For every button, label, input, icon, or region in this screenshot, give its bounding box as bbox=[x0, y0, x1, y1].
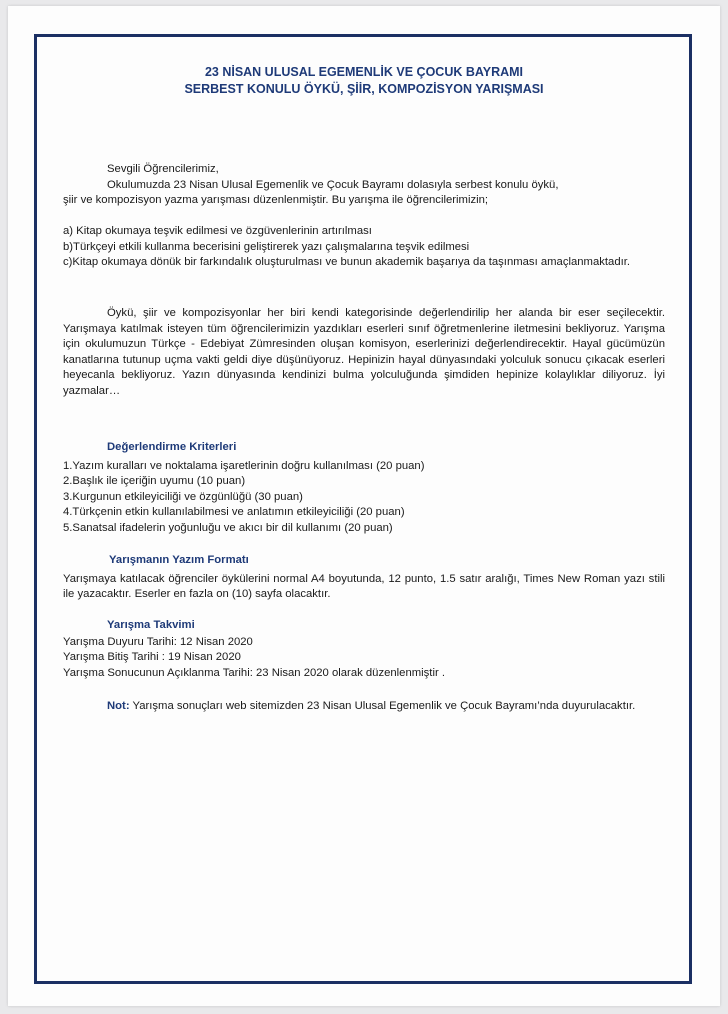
goal-item: a) Kitap okumaya teşvik edilmesi ve özgüvenlerinin artırılması bbox=[63, 225, 372, 237]
schedule-item: Yarışma Duyuru Tarihi: 12 Nisan 2020 bbox=[63, 635, 253, 648]
title-line-2: SERBEST KONULU ÖYKÜ, ŞİİR, KOMPOZİSYON YARIŞMASI bbox=[184, 82, 544, 96]
format-section bbox=[63, 553, 665, 603]
intro-paragraph-first-line: Okulumuzda 23 Nisan Ulusal Egemenlik ve Çocuk Bayramı dolasıyla serbest konulu öykü, bbox=[107, 178, 559, 191]
intro-section bbox=[63, 162, 665, 209]
note-label: Not: bbox=[107, 700, 130, 712]
criteria-item: 1.Yazım kuralları ve noktalama işaretlerinin doğru kullanılması (20 puan) bbox=[63, 459, 425, 472]
criteria-heading: Değerlendirme Kriterleri bbox=[107, 441, 237, 453]
criteria-section bbox=[63, 440, 665, 536]
note-paragraph bbox=[63, 699, 665, 715]
criteria-item: 3.Kurgunun etkileyiciliği ve özgünlüğü (30 puan) bbox=[63, 490, 303, 503]
criteria-item: 2.Başlık ile içeriğin uyumu (10 puan) bbox=[63, 475, 246, 487]
schedule-heading: Yarışma Takvimi bbox=[107, 619, 195, 631]
criteria-item: 4.Türkçenin etkin kullanılabilmesi ve anlatımın etkileyiciliği (20 puan) bbox=[63, 506, 405, 518]
document-page bbox=[8, 6, 720, 1006]
main-paragraph: Öykü, şiir ve kompozisyonlar her biri kendi kategorisinde değerlendirilip her alanda bir eser seçilecektir. Yarışmaya katılmak isteyen tüm öğrencilerimizin yazdıkları eserleri sınıf öğretmenlerine iletmesini bekliyoruz. Yarışma için okulumuzun Türkçe - Edebiyat Zümresinden oluşan komisyon, eserlerinizi değerlendirecektir. Hayal gücümüzün kanatlarına tutunup uçma vakti geldi diye düşünüyoruz. Hepinizin hayal dünyasındaki yolculuk sonucu çıkacak eserleri heyecanla bekliyoruz. Yazın dünyasında kendinizi bulma yolculuğunda şimdiden hepinize kolaylıklar diliyoruz. İyi yazmalar… bbox=[63, 307, 665, 397]
schedule-section bbox=[63, 618, 665, 681]
main-paragraph-section bbox=[63, 306, 665, 399]
format-text: Yarışmaya katılacak öğrenciler öykülerini normal A4 boyutunda, 12 punto, 1.5 satır aralığı, Times New Roman yazı stili ile yazacaktır. Eserler en fazla on (10) sayfa olacaktır. bbox=[63, 572, 665, 600]
greeting: Sevgili Öğrencilerimiz, bbox=[107, 163, 219, 175]
note-text: Yarışma sonuçları web sitemizden 23 Nisan Ulusal Egemenlik ve Çocuk Bayramı’nda duyurulacaktır. bbox=[129, 700, 636, 712]
goal-item: c)Kitap okumaya dönük bir farkındalık oluşturulması ve bunun akademik başarıya da taşınması amaçlanmaktadır. bbox=[63, 256, 631, 268]
schedule-item: Yarışma Sonucunun Açıklanma Tarihi: 23 Nisan 2020 olarak düzenlenmiştir . bbox=[63, 666, 445, 679]
title-line-1: 23 NİSAN ULUSAL EGEMENLİK VE ÇOCUK BAYRAMI bbox=[204, 65, 524, 79]
intro-paragraph-rest: şiir ve kompozisyon yazma yarışması düzenlenmiştir. Bu yarışma ile öğrencilerimizin; bbox=[63, 194, 489, 206]
note-section bbox=[63, 699, 665, 715]
criteria-item: 5.Sanatsal ifadelerin yoğunluğu ve akıcı bir dil kullanımı (20 puan) bbox=[63, 521, 393, 534]
goals-list bbox=[63, 224, 665, 271]
schedule-item: Yarışma Bitiş Tarihi : 19 Nisan 2020 bbox=[63, 651, 241, 663]
document-title bbox=[48, 64, 680, 98]
format-heading: Yarışmanın Yazım Formatı bbox=[109, 554, 249, 566]
goal-item: b)Türkçeyi etkili kullanma becerisini geliştirerek yazı çalışmalarına teşvik edilmesi bbox=[63, 240, 470, 253]
